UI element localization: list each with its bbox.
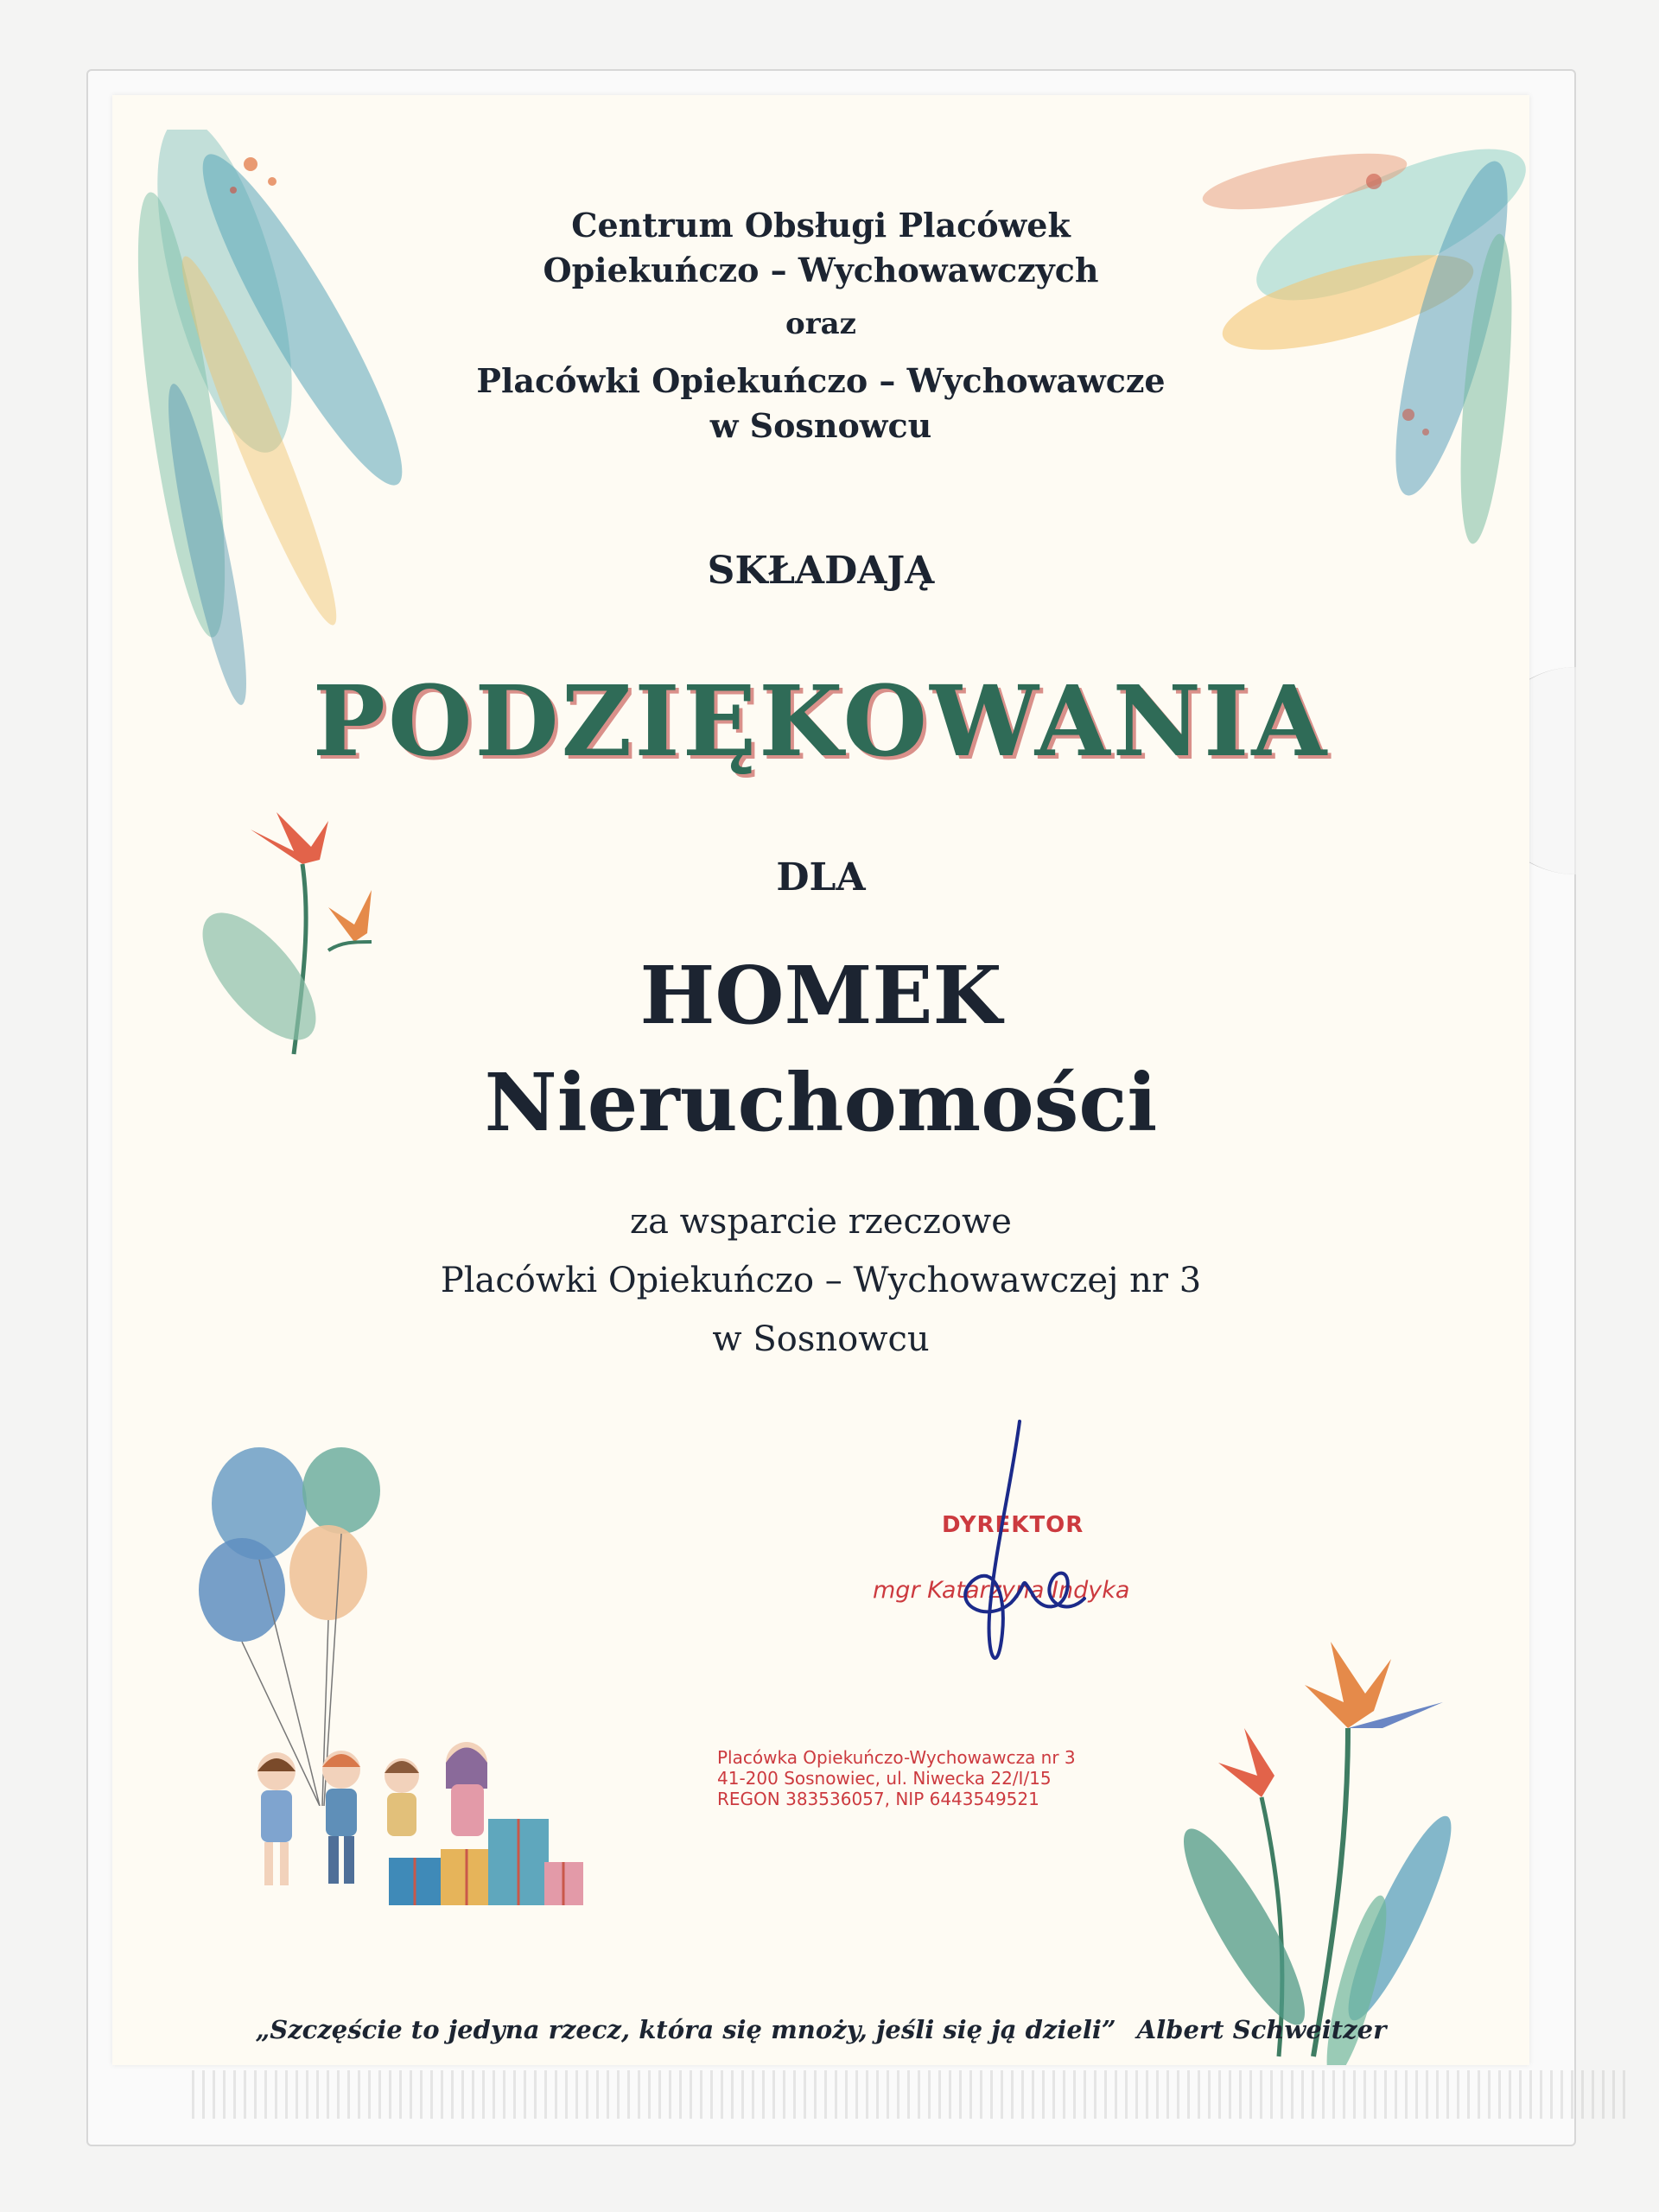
reason-line-1: za wsparcie rzeczowe <box>630 1202 1012 1242</box>
institution-stamp <box>717 1747 1076 1809</box>
leaves-top-right-illustration <box>1175 130 1529 579</box>
stamp-address-line-1: Placówka Opiekuńczo-Wychowawcza nr 3 <box>717 1747 1076 1768</box>
second-organizer-line-1: Placówki Opiekuńczo – Wychowawcze <box>476 361 1166 400</box>
reason-line-3: w Sosnowcu <box>712 1319 930 1359</box>
stamp-address-line-3: REGON 383536057, NIP 6443549521 <box>717 1789 1039 1809</box>
organizer-line-2: Opiekuńczo – Wychowawczych <box>543 251 1099 289</box>
director-stamp-name: mgr Katarzyna Indyka <box>873 1577 1130 1604</box>
bird-of-paradise-right-illustration <box>1184 1590 1478 2065</box>
for-label: DLA <box>776 855 866 899</box>
quote-line <box>112 2015 1529 2044</box>
children-with-gifts-illustration <box>225 1737 588 1944</box>
handwritten-signature <box>890 1417 1097 1702</box>
reason-line-2: Placówki Opiekuńczo – Wychowawczej nr 3 <box>440 1261 1202 1300</box>
director-stamp-title: DYREKTOR <box>942 1512 1084 1538</box>
quote-text: „Szczęście to jedyna rzecz, która się mnoży, jeśli się ją dzieli” <box>255 2015 1116 2044</box>
stamp-address-line-2: 41-200 Sosnowiec, ul. Niwecka 22/I/15 <box>717 1768 1052 1789</box>
organizer-line-1: Centrum Obsługi Placówek <box>571 206 1071 245</box>
verb-heading: SKŁADAJĄ <box>707 549 935 593</box>
recipient-line-2: Nieruchomości <box>484 1056 1158 1149</box>
recipient-name <box>112 942 1529 1156</box>
quote-author: Albert Schweitzer <box>1136 2015 1387 2044</box>
recipient-line-1: HOMEK <box>639 949 1002 1042</box>
organizer-block <box>112 203 1529 293</box>
sleeve-seal-strip <box>192 2070 1626 2119</box>
reason-block <box>112 1192 1529 1369</box>
conjunction-text: oraz <box>785 307 856 341</box>
certificate-title: PODZIĘKOWANIA <box>312 665 1330 779</box>
certificate-page <box>112 95 1529 2065</box>
second-organizer-block <box>112 359 1529 448</box>
second-organizer-line-2: w Sosnowcu <box>709 406 932 445</box>
